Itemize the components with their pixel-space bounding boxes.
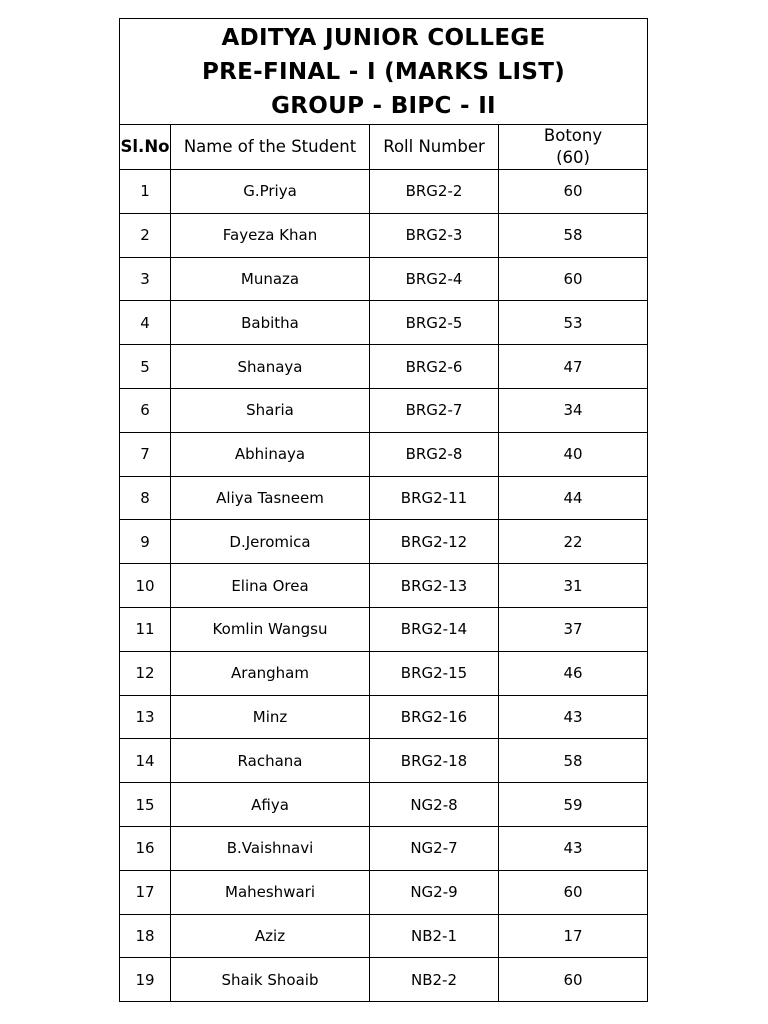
- title-row: [120, 19, 648, 125]
- cell-slno: 6: [120, 388, 171, 432]
- column-header-roll: Roll Number: [370, 125, 499, 170]
- cell-student-name: Rachana: [171, 739, 370, 783]
- cell-roll-number: NG2-7: [370, 826, 499, 870]
- cell-marks: 60: [499, 870, 648, 914]
- cell-student-name: G.Priya: [171, 170, 370, 214]
- cell-marks: 34: [499, 388, 648, 432]
- cell-student-name: Abhinaya: [171, 432, 370, 476]
- cell-slno: 18: [120, 914, 171, 958]
- cell-marks: 47: [499, 345, 648, 389]
- subject-name: Botony: [543, 126, 603, 145]
- cell-student-name: Afiya: [171, 783, 370, 827]
- cell-marks: 43: [499, 695, 648, 739]
- cell-roll-number: BRG2-5: [370, 301, 499, 345]
- cell-roll-number: BRG2-7: [370, 388, 499, 432]
- table-row: [120, 388, 648, 432]
- cell-student-name: Komlin Wangsu: [171, 607, 370, 651]
- table-row: [120, 651, 648, 695]
- table-body: [120, 170, 648, 1002]
- group-title: GROUP - BIPC - II: [271, 92, 496, 119]
- cell-marks: 40: [499, 432, 648, 476]
- cell-roll-number: BRG2-6: [370, 345, 499, 389]
- cell-student-name: B.Vaishnavi: [171, 826, 370, 870]
- cell-marks: 37: [499, 607, 648, 651]
- cell-roll-number: BRG2-4: [370, 257, 499, 301]
- cell-student-name: D.Jeromica: [171, 520, 370, 564]
- cell-slno: 8: [120, 476, 171, 520]
- cell-slno: 13: [120, 695, 171, 739]
- column-header-subject: [499, 125, 648, 170]
- cell-marks: 46: [499, 651, 648, 695]
- cell-student-name: Munaza: [171, 257, 370, 301]
- cell-marks: 17: [499, 914, 648, 958]
- table-row: [120, 826, 648, 870]
- cell-roll-number: NG2-9: [370, 870, 499, 914]
- cell-roll-number: BRG2-15: [370, 651, 499, 695]
- title-block: [120, 19, 648, 125]
- cell-marks: 53: [499, 301, 648, 345]
- marks-list-table: [119, 18, 648, 1002]
- cell-slno: 14: [120, 739, 171, 783]
- cell-student-name: Elina Orea: [171, 564, 370, 608]
- cell-roll-number: BRG2-3: [370, 213, 499, 257]
- table-row: [120, 432, 648, 476]
- cell-student-name: Maheshwari: [171, 870, 370, 914]
- cell-marks: 58: [499, 739, 648, 783]
- cell-student-name: Minz: [171, 695, 370, 739]
- cell-slno: 1: [120, 170, 171, 214]
- cell-slno: 12: [120, 651, 171, 695]
- cell-slno: 4: [120, 301, 171, 345]
- cell-roll-number: BRG2-11: [370, 476, 499, 520]
- cell-student-name: Arangham: [171, 651, 370, 695]
- cell-roll-number: BRG2-8: [370, 432, 499, 476]
- cell-roll-number: NG2-8: [370, 783, 499, 827]
- cell-marks: 22: [499, 520, 648, 564]
- table-row: [120, 958, 648, 1002]
- cell-student-name: Babitha: [171, 301, 370, 345]
- cell-slno: 15: [120, 783, 171, 827]
- cell-roll-number: BRG2-2: [370, 170, 499, 214]
- cell-student-name: Shanaya: [171, 345, 370, 389]
- cell-marks: 44: [499, 476, 648, 520]
- exam-title: PRE-FINAL - I (MARKS LIST): [202, 58, 566, 85]
- cell-slno: 5: [120, 345, 171, 389]
- cell-student-name: Aziz: [171, 914, 370, 958]
- table-row: [120, 520, 648, 564]
- cell-slno: 11: [120, 607, 171, 651]
- column-header-name: Name of the Student: [171, 125, 370, 170]
- cell-slno: 10: [120, 564, 171, 608]
- cell-student-name: Shaik Shoaib: [171, 958, 370, 1002]
- table-row: [120, 739, 648, 783]
- cell-marks: 31: [499, 564, 648, 608]
- cell-marks: 60: [499, 257, 648, 301]
- table-row: [120, 607, 648, 651]
- cell-roll-number: BRG2-14: [370, 607, 499, 651]
- cell-slno: 2: [120, 213, 171, 257]
- cell-marks: 60: [499, 170, 648, 214]
- cell-roll-number: BRG2-18: [370, 739, 499, 783]
- cell-marks: 60: [499, 958, 648, 1002]
- cell-student-name: Sharia: [171, 388, 370, 432]
- cell-roll-number: NB2-1: [370, 914, 499, 958]
- cell-roll-number: BRG2-12: [370, 520, 499, 564]
- cell-roll-number: BRG2-16: [370, 695, 499, 739]
- cell-marks: 59: [499, 783, 648, 827]
- table-row: [120, 564, 648, 608]
- table-row: [120, 345, 648, 389]
- cell-student-name: Fayeza Khan: [171, 213, 370, 257]
- cell-slno: 19: [120, 958, 171, 1002]
- cell-roll-number: NB2-2: [370, 958, 499, 1002]
- column-header-slno: Sl.No: [120, 125, 171, 170]
- table-row: [120, 476, 648, 520]
- cell-marks: 58: [499, 213, 648, 257]
- cell-slno: 3: [120, 257, 171, 301]
- table-row: [120, 257, 648, 301]
- subject-max-marks: (60): [556, 148, 590, 167]
- table-row: [120, 695, 648, 739]
- cell-slno: 7: [120, 432, 171, 476]
- cell-slno: 9: [120, 520, 171, 564]
- cell-slno: 16: [120, 826, 171, 870]
- table-row: [120, 213, 648, 257]
- cell-slno: 17: [120, 870, 171, 914]
- table-row: [120, 170, 648, 214]
- column-header-row: [120, 125, 648, 170]
- table-row: [120, 301, 648, 345]
- cell-student-name: Aliya Tasneem: [171, 476, 370, 520]
- cell-roll-number: BRG2-13: [370, 564, 499, 608]
- table-row: [120, 914, 648, 958]
- table-row: [120, 783, 648, 827]
- cell-marks: 43: [499, 826, 648, 870]
- college-name: ADITYA JUNIOR COLLEGE: [221, 24, 546, 51]
- table-row: [120, 870, 648, 914]
